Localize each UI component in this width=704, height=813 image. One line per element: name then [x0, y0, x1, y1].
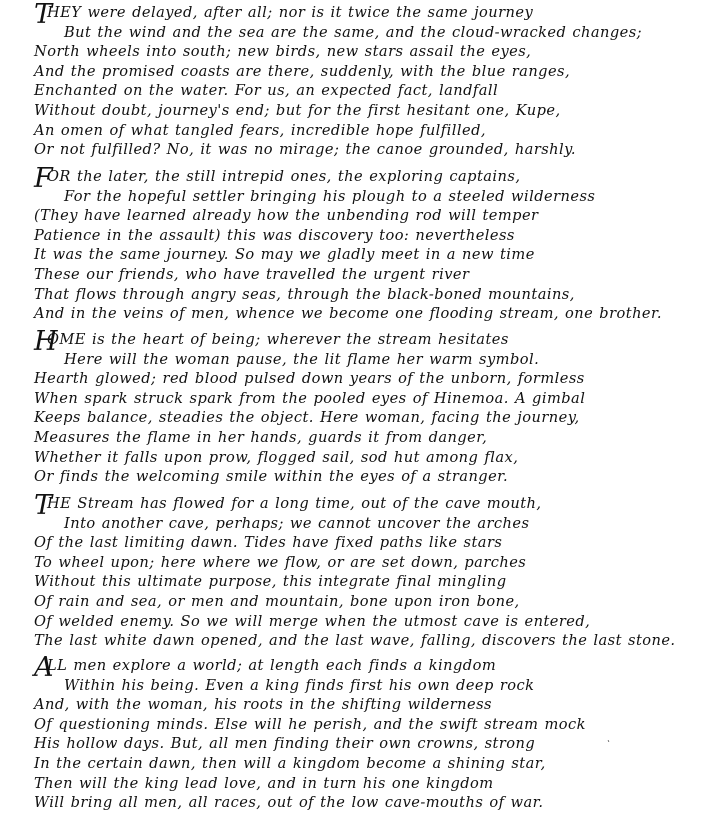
stanza-5	[34, 652, 704, 813]
stanza-first-line	[34, 326, 704, 357]
poem-line: Patience in the assault) this was discovery too: nevertheless	[34, 226, 515, 244]
stanza-2	[34, 163, 704, 324]
poem-line: North wheels into south; new birds, new stars assail the eyes,	[34, 43, 532, 61]
first-line-text: HE Stream has flowed for a long time, out of the cave mouth,	[47, 495, 542, 512]
poem-line: Here will the woman pause, the lit flame her warm symbol.	[64, 350, 540, 368]
poem-line: Of questioning minds. Else will he perish, and the swift stream mock	[34, 715, 586, 733]
drop-cap: F	[34, 163, 54, 194]
stanza-4	[34, 490, 704, 651]
poem-line: The last white dawn opened, and the last wave, falling, discovers the last stone.	[34, 632, 676, 650]
poem-line: It was the same journey. So may we gladly meet in a new time	[34, 246, 535, 264]
poem-line: That flows through angry seas, through the black-boned mountains,	[34, 285, 575, 303]
stanza-first-line	[34, 163, 704, 194]
poem-line: (They have learned already how the unbending rod will temper	[34, 207, 539, 225]
print-speck: `	[606, 741, 611, 751]
poem-line: Or not fulfilled? No, it was no mirage; the canoe grounded, harshly.	[34, 141, 576, 159]
poem-line: His hollow days. But, all men finding their own crowns, strong	[34, 735, 536, 753]
poem-line: Hearth glowed; red blood pulsed down years of the unborn, formless	[34, 370, 585, 388]
poem-line: Whether it falls upon prow, flogged sail, sod hut among flax,	[34, 448, 519, 466]
poem-line: Will bring all men, all races, out of the low cave-mouths of war.	[34, 794, 544, 812]
poem-line: In the certain dawn, then will a kingdom become a shining star,	[34, 754, 546, 772]
stanza-first-line	[34, 490, 704, 521]
poem-line: And, with the woman, his roots in the shifting wilderness	[34, 696, 492, 714]
stanza-first-line	[34, 652, 704, 683]
poem-line: Measures the flame in her hands, guards it from danger,	[34, 428, 488, 446]
poem-line: Keeps balance, steadies the object. Here woman, facing the journey,	[34, 409, 580, 427]
first-line-text: OR the later, the still intrepid ones, the exploring captains,	[47, 168, 521, 185]
poem-line: These our friends, who have travelled the urgent river	[34, 265, 470, 283]
poem-line: To wheel upon; here where we flow, or are set down, parches	[34, 553, 527, 571]
poem-line: But the wind and the sea are the same, and the cloud-wracked changes;	[64, 23, 643, 41]
drop-cap: H	[34, 326, 58, 357]
first-line-text: HEY were delayed, after all; nor is it twice the same journey	[47, 4, 534, 21]
poem-line: Or finds the welcoming smile within the eyes of a stranger.	[34, 468, 509, 486]
poem-line: Of the last limiting dawn. Tides have fixed paths like stars	[34, 534, 503, 552]
stanza-3	[34, 326, 704, 487]
first-line-text: LL men explore a world; at length each finds a kingdom	[47, 657, 497, 674]
first-line-text: OME is the heart of being; wherever the stream hesitates	[47, 331, 509, 348]
stanza-1	[34, 0, 704, 160]
poem-line: Of welded enemy. So we will merge when the utmost cave is entered,	[34, 612, 591, 630]
poem-line: And in the veins of men, whence we become one flooding stream, one brother.	[34, 305, 662, 323]
stanza-first-line	[34, 0, 704, 30]
drop-cap: A	[34, 652, 54, 683]
drop-cap: T	[34, 0, 53, 30]
poem-line: Within his being. Even a king finds first his own deep rock	[64, 676, 535, 694]
drop-cap: T	[34, 490, 53, 521]
poem-line: Without this ultimate purpose, this integrate final mingling	[34, 573, 507, 591]
poem-line: For the hopeful settler bringing his plough to a steeled wilderness	[64, 187, 596, 205]
poem-line: Enchanted on the water. For us, an expected fact, landfall	[34, 82, 499, 100]
poem-line: And the promised coasts are there, suddenly, with the blue ranges,	[34, 62, 571, 80]
poem-line: Then will the king lead love, and in turn his one kingdom	[34, 774, 494, 792]
poem-line: Of rain and sea, or men and mountain, bone upon iron bone,	[34, 592, 520, 610]
poem-line: Without doubt, journey's end; but for the first hesitant one, Kupe,	[34, 101, 561, 119]
poem-line: An omen of what tangled fears, incredible hope fulfilled,	[34, 121, 486, 139]
poem-line: Into another cave, perhaps; we cannot uncover the arches	[64, 514, 530, 532]
poem-line: When spark struck spark from the pooled eyes of Hinemoa. A gimbal	[34, 389, 586, 407]
